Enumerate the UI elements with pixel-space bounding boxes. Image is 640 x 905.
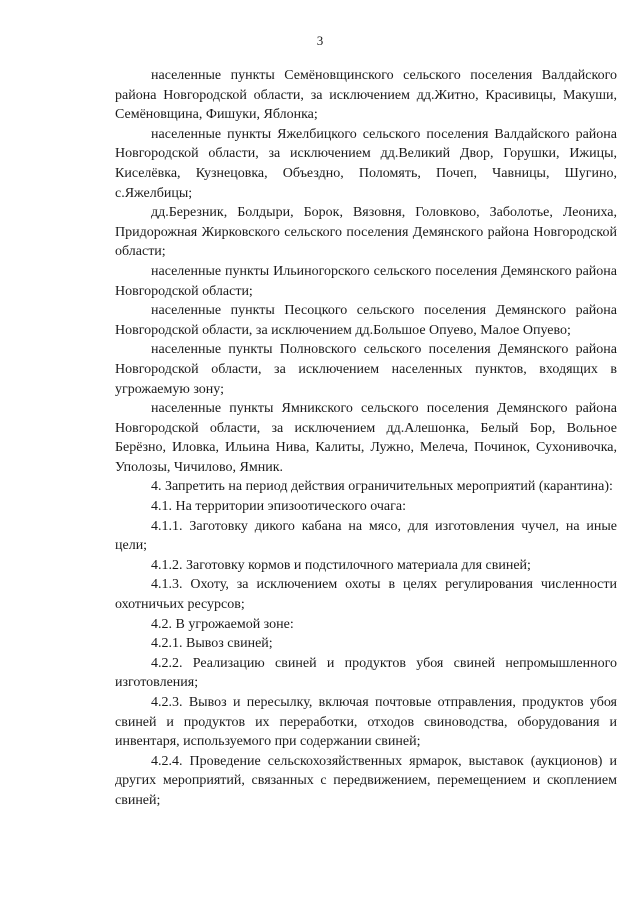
paragraph-pesotskoe: населенные пункты Песоцкого сельского поселения Демянского района Новгородской области, за исключением дд.Большое Опуево, Малое Опуево;	[115, 303, 617, 338]
document-body	[115, 66, 617, 811]
clause-4-1: 4.1. На территории эпизоотического очага:	[151, 499, 406, 515]
page-number: 3	[316, 33, 324, 48]
clause-4-1-1: 4.1.1. Заготовку дикого кабана на мясо, для изготовления чучел, на иные цели;	[115, 518, 617, 554]
paragraph-zhirkovskoe: дд.Березник, Болдыри, Борок, Вязовня, Головково, Заболотье, Леониха, Придорожная Жирковского сельского поселения Демянского района Новгородской области;	[115, 205, 617, 260]
clause-4-1-2: 4.1.2. Заготовку кормов и подстилочного материала для свиней;	[151, 557, 531, 573]
paragraph-polnovskoe: населенные пункты Полновского сельского поселения Демянского района Новгородской области, за исключением населенных пунктов, входящих в угрожаемую зону;	[115, 342, 617, 397]
clause-4-2-2: 4.2.2. Реализацию свиней и продуктов убоя свиней непромышленного изготовления;	[115, 655, 617, 691]
clause-4: 4. Запретить на период действия ограничительных мероприятий (карантина):	[151, 479, 613, 495]
clause-4-2-1: 4.2.1. Вывоз свиней;	[151, 636, 273, 652]
paragraph-yazhelbitskoe: населенные пункты Яжелбицкого сельского поселения Валдайского района Новгородской области, за исключением дд.Великий Двор, Горушки, Ижицы, Киселёвка, Кузнецовка, Объездно, Поломять, Почеп, Чавницы, Шугино, с.Яжелбицы;	[115, 126, 617, 201]
clause-4-2-4: 4.2.4. Проведение сельскохозяйственных ярмарок, выставок (аукционов) и других мероприятий, связанных с передвижением, перемещением и скоплением свиней;	[115, 753, 617, 808]
clause-4-2: 4.2. В угрожаемой зоне:	[151, 616, 294, 632]
clause-4-2-3: 4.2.3. Вывоз и пересылку, включая почтовые отправления, продуктов убоя свиней и продуктов их переработки, отходов свиноводства, оборудования и инвентаря, используемого при содержании свиней;	[115, 695, 617, 750]
paragraph-ilinogorskoe: населенные пункты Ильиногорского сельского поселения Демянского района Новгородской области;	[115, 263, 617, 299]
paragraph-yamnikskoe: населенные пункты Ямникского сельского поселения Демянского района Новгородской области, за исключением дд.Алешонка, Белый Бор, Вольное Берёзно, Иловка, Ильина Нива, Калиты, Лужно, Мелеча, Починок, Сухонивочка, Уполозы, Чичилово, Ямник.	[115, 401, 617, 475]
paragraph-semyonovshchinskoe: населенные пункты Семёновщинского сельского поселения Валдайского района Новгородской области, за исключением дд.Житно, Красивицы, Макуши, Семёновщина, Фишуки, Яблонка;	[115, 68, 617, 123]
clause-4-1-3: 4.1.3. Охоту, за исключением охоты в целях регулирования численности охотничьих ресурсов;	[115, 577, 617, 613]
